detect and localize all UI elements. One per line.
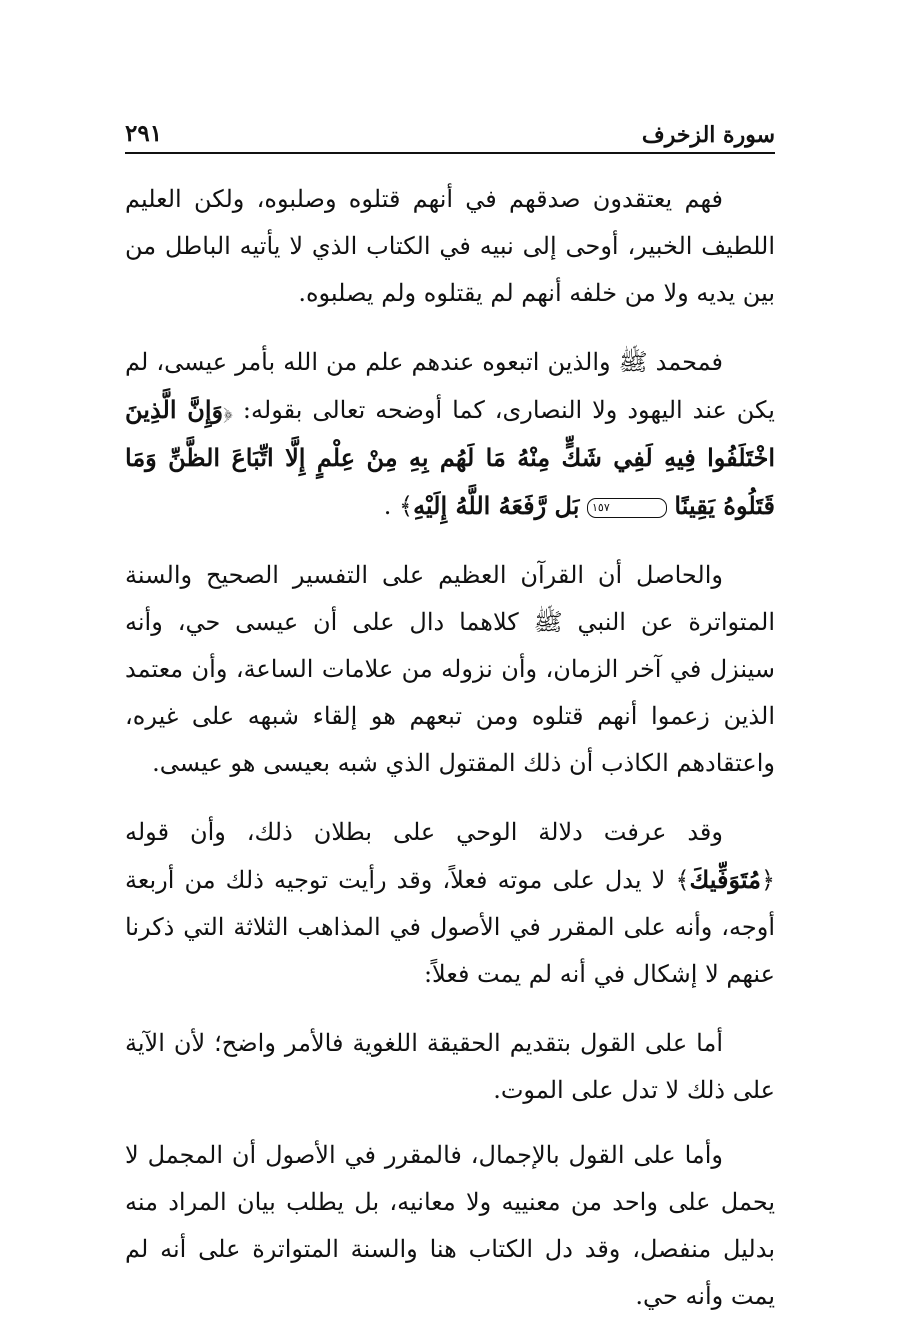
quran-bracket-close: ﴾ [399, 492, 414, 520]
paragraph-text: والحاصل أن القرآن العظيم على التفسير الصحيح والسنة المتواترة عن النبي ﷺ كلاهما دال على أن عيسى حي، وأنه سينزل في آخر الزمان، وأن نزوله من علامات الساعة، وأن معتمد الذين زعموا أنهم قتلوه ومن تبعهم هو إلقاء شبهه على غيره، واعتقادهم الكاذب أن ذلك المقتول الذي شبه بعيسى هو عيسى. [125, 561, 775, 777]
paragraph-2 [125, 339, 775, 530]
quran-bracket-close: ﴾ [675, 866, 690, 894]
quran-bracket-open: ﴿ [223, 396, 233, 424]
paragraph-1 [125, 176, 775, 317]
quran-verse: مُتَوَفِّيكَ [689, 865, 761, 894]
page-content [125, 176, 775, 1320]
paragraph-text: أما على القول بتقديم الحقيقة اللغوية فالأمر واضح؛ لأن الآية على ذلك لا تدل على الموت. [125, 1029, 775, 1104]
paragraph-text: وأما على القول بالإجمال، فالمقرر في الأصول أن المجمل لا يحمل على واحد من معنييه ولا معانيه، بل يطلب بيان المراد منه بدليل منفصل، وقد دل الكتاب هنا والسنة المتواترة على أنه لم يمت وأنه حي. [125, 1141, 775, 1310]
paragraph-3 [125, 552, 775, 787]
paragraph-text: فمحمد ﷺ والذين اتبعوه عندهم علم من الله بأمر عيسى، لم يكن عند اليهود ولا النصارى، كما أوضحه تعالى بقوله: [125, 348, 775, 424]
paragraph-text: وقد عرفت دلالة الوحي على بطلان ذلك، وأن قوله [125, 818, 723, 846]
quran-verse: وَإِنَّ الَّذِينَ اخْتَلَفُوا فِيهِ لَفِي شَكٍّ مِنْهُ مَا لَهُم بِهِ مِنْ عِلْمٍ إِلَّا اتِّبَاعَ الظَّنِّ وَمَا قَتَلُوهُ يَقِينًا [125, 395, 775, 520]
book-page [125, 112, 775, 1342]
page-number: ٢٩١ [125, 120, 163, 148]
paragraph-4 [125, 809, 775, 998]
paragraph-6 [125, 1132, 775, 1320]
page-header [125, 112, 775, 154]
paragraph-text-continuation: لا يدل على موته فعلاً، وقد رأيت توجيه ذلك من أربعة أوجه، وأنه على المقرر في الأصول في المذاهب الثلاثة التي ذكرنا عنهم لا إشكال في أنه لم يمت فعلاً: [125, 866, 775, 988]
surah-title: سورة الزخرف [641, 121, 775, 148]
quran-verse-continuation: بَل رَّفَعَهُ اللَّهُ إِلَيْهِ [413, 491, 580, 520]
ayah-number-badge: ١٥٧ [587, 498, 667, 518]
paragraph-text: فهم يعتقدون صدقهم في أنهم قتلوه وصلبوه، ولكن العليم اللطيف الخبير، أوحى إلى نبيه في الكتاب الذي لا يأتيه الباطل من بين يديه ولا من خلفه أنهم لم يقتلوه ولم يصلبوه. [125, 185, 775, 307]
paragraph-end-mark: . [383, 492, 392, 520]
quran-bracket-open: ﴿ [760, 866, 775, 894]
paragraph-5 [125, 1020, 775, 1114]
